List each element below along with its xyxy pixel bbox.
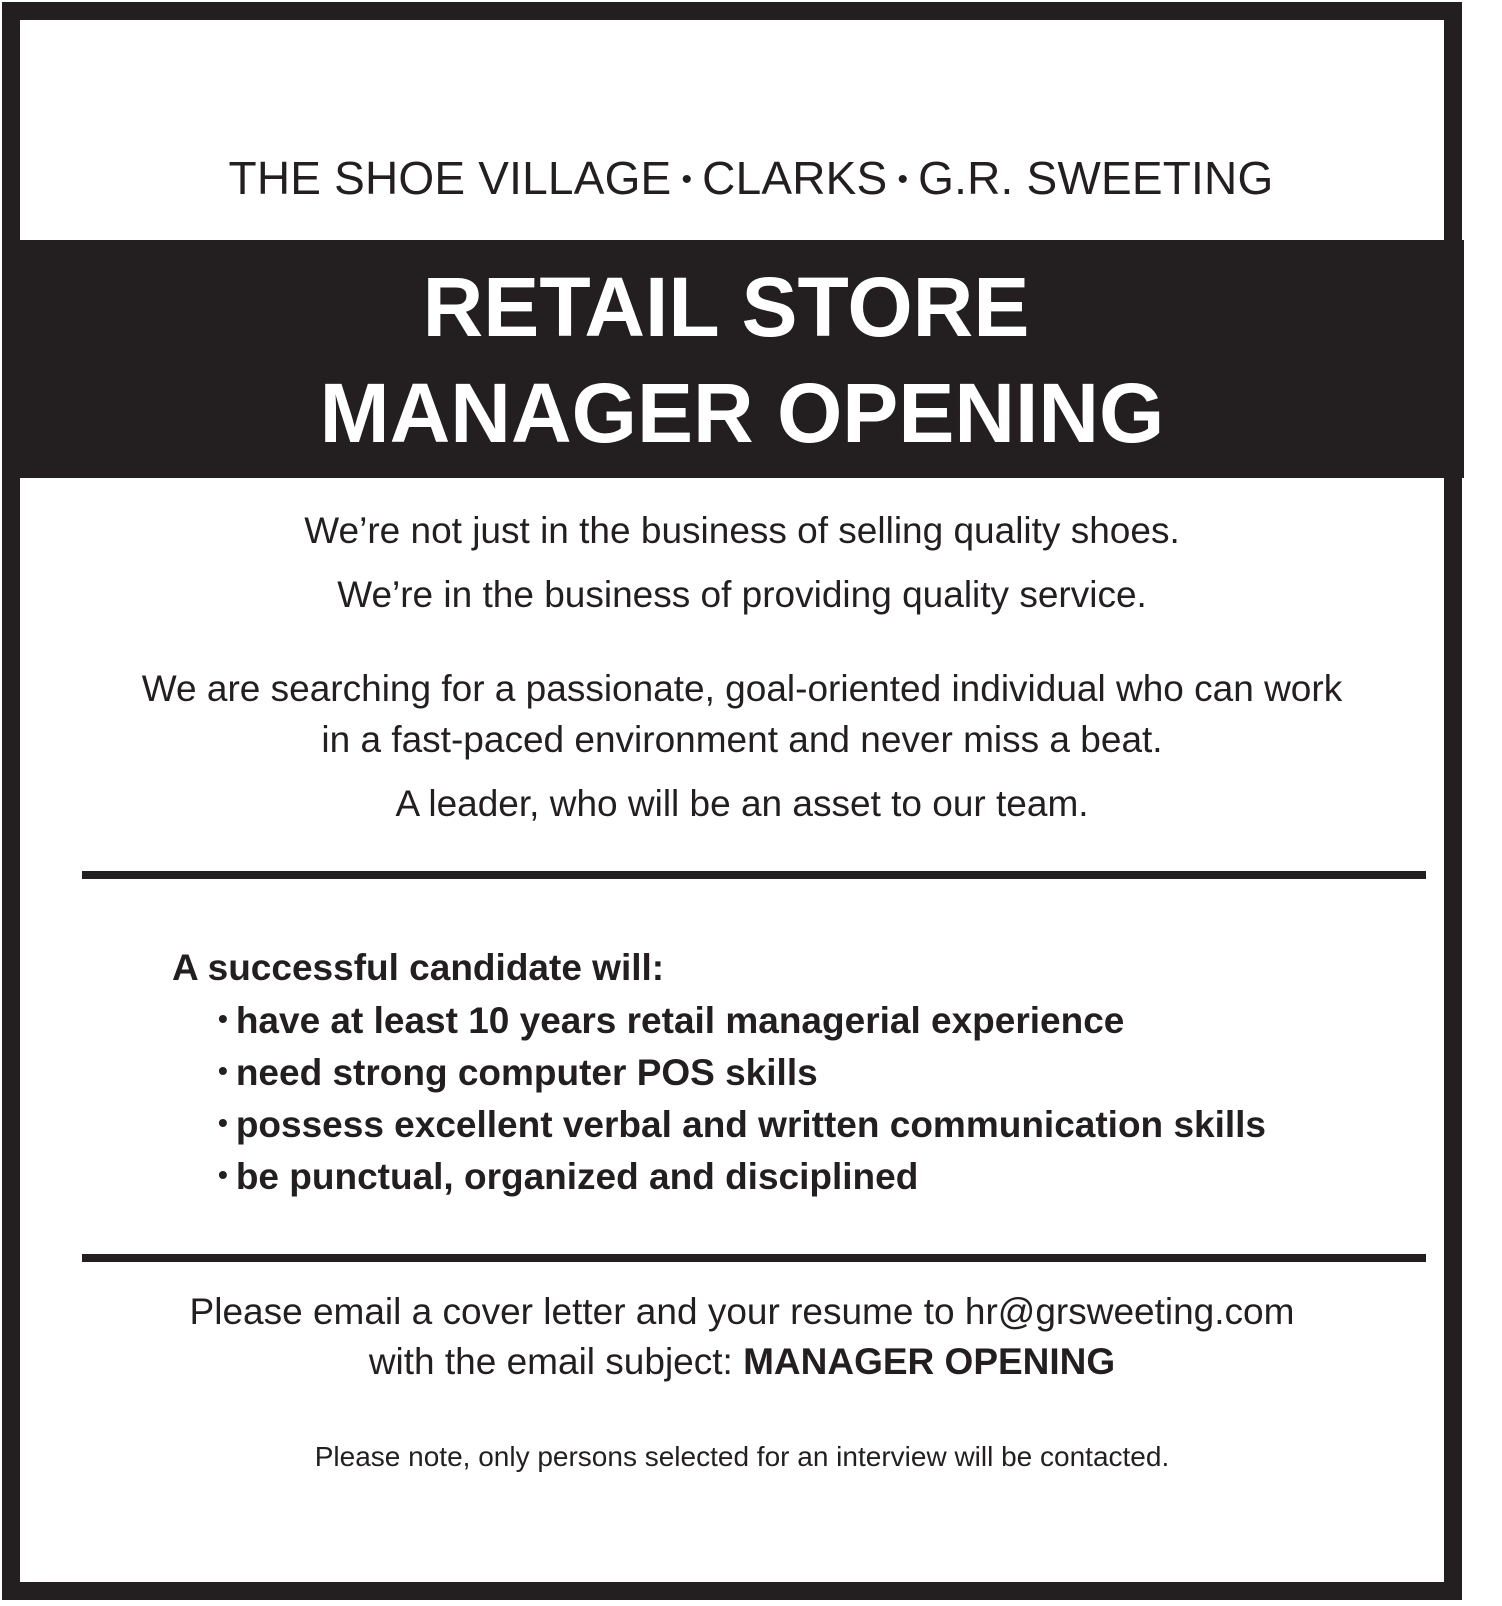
requirements-list (218, 994, 1266, 1202)
title-banner (20, 240, 1464, 478)
requirement-text: be punctual, organized and disciplined (235, 1156, 919, 1197)
contact-subject-prefix: with the email subject: (368, 1341, 744, 1382)
title-line-1: RETAIL STORE (422, 260, 1030, 354)
intro-line-3: We are searching for a passionate, goal-oriented individual who can work (141, 668, 1343, 709)
requirement-item (218, 1098, 1266, 1150)
bullet: • (218, 1159, 228, 1190)
contact-line-1: Please email a cover letter and your resume to hr@grsweeting.com (189, 1291, 1295, 1332)
brand-separator: • (681, 163, 693, 196)
brand-gr-sweeting: G.R. SWEETING (918, 152, 1274, 204)
email-subject: MANAGER OPENING (743, 1341, 1116, 1382)
bullet: • (218, 1107, 228, 1138)
requirement-item (218, 994, 1266, 1046)
divider-bottom (82, 1254, 1426, 1262)
requirement-item (218, 1150, 1266, 1202)
brand-clarks: CLARKS (702, 152, 888, 204)
brand-line (0, 150, 1502, 208)
brand-shoe-village: THE SHOE VILLAGE (228, 152, 672, 204)
requirement-text: need strong computer POS skills (235, 1052, 818, 1093)
intro-line-5: A leader, who will be an asset to our team. (395, 783, 1089, 824)
intro-line-1: We’re not just in the business of selling quality shoes. (304, 510, 1180, 551)
requirement-text: have at least 10 years retail managerial experience (235, 1000, 1125, 1041)
intro-line-4: in a fast-paced environment and never miss a beat. (321, 719, 1163, 760)
divider-top (82, 871, 1426, 879)
requirement-item (218, 1046, 1266, 1098)
requirements-heading: A successful candidate will: (172, 947, 665, 988)
disclaimer-note: Please note, only persons selected for an interview will be contacted. (314, 1441, 1170, 1472)
intro-line-2: We’re in the business of providing quality service. (337, 574, 1147, 615)
requirement-text: possess excellent verbal and written communication skills (235, 1104, 1267, 1145)
contact-line-2 (20, 1338, 1464, 1386)
bullet: • (218, 1055, 228, 1086)
brand-separator: • (897, 163, 909, 196)
bullet: • (218, 1003, 228, 1034)
title-line-2: MANAGER OPENING (319, 366, 1165, 460)
